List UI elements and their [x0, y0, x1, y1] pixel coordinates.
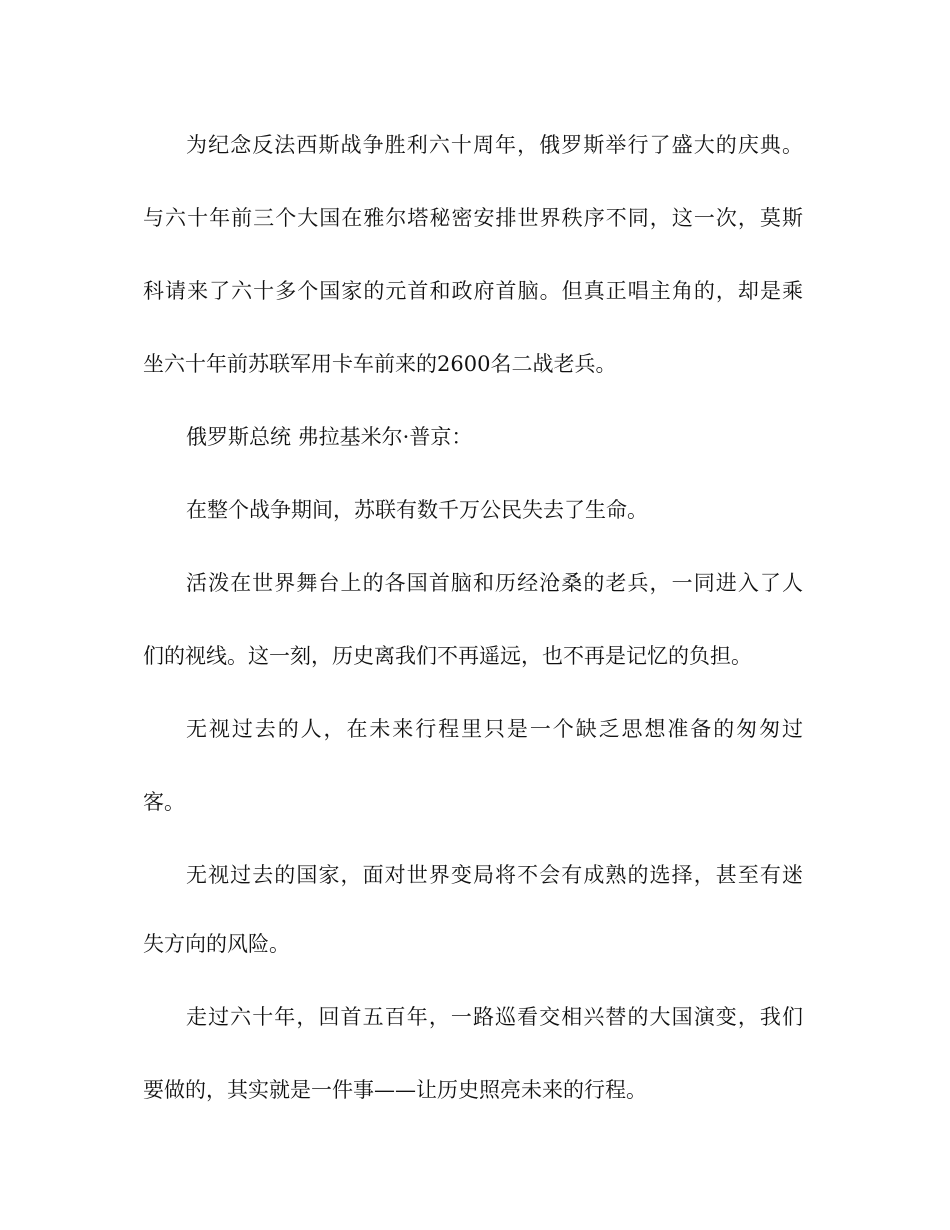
text-line: 科请来了六十多个国家的元首和政府首脑。但真正唱主角的，却是乘: [143, 279, 803, 303]
text-line: 坐六十年前苏联军用卡车前来的2600名二战老兵。: [143, 352, 617, 376]
text-line: 走过六十年，回首五百年，一路巡看交相兴替的大国演变，我们: [186, 1005, 803, 1029]
text-line: 客。: [143, 790, 185, 814]
text-line: 要做的，其实就是一件事——让历史照亮未来的行程。: [143, 1078, 647, 1102]
text-line: 与六十年前三个大国在雅尔塔秘密安排世界秩序不同，这一次，莫斯: [143, 206, 803, 230]
text-line: 为纪念反法西斯战争胜利六十周年，俄罗斯举行了盛大的庆典。: [186, 133, 803, 157]
text-line: 俄罗斯总统 弗拉基米尔·普京：: [186, 425, 473, 449]
text-line: 无视过去的国家，面对世界变局将不会有成熟的选择，甚至有迷: [186, 863, 803, 887]
text-line: 活泼在世界舞台上的各国首脑和历经沧桑的老兵，一同进入了人: [186, 571, 803, 595]
text-line: 们的视线。这一刻，历史离我们不再遥远，也不再是记忆的负担。: [143, 644, 752, 668]
text-line: 在整个战争期间，苏联有数千万公民失去了生命。: [186, 498, 648, 522]
text-line: 无视过去的人，在未来行程里只是一个缺乏思想准备的匆匆过: [186, 717, 803, 741]
text-line: 失方向的风险。: [143, 932, 290, 956]
